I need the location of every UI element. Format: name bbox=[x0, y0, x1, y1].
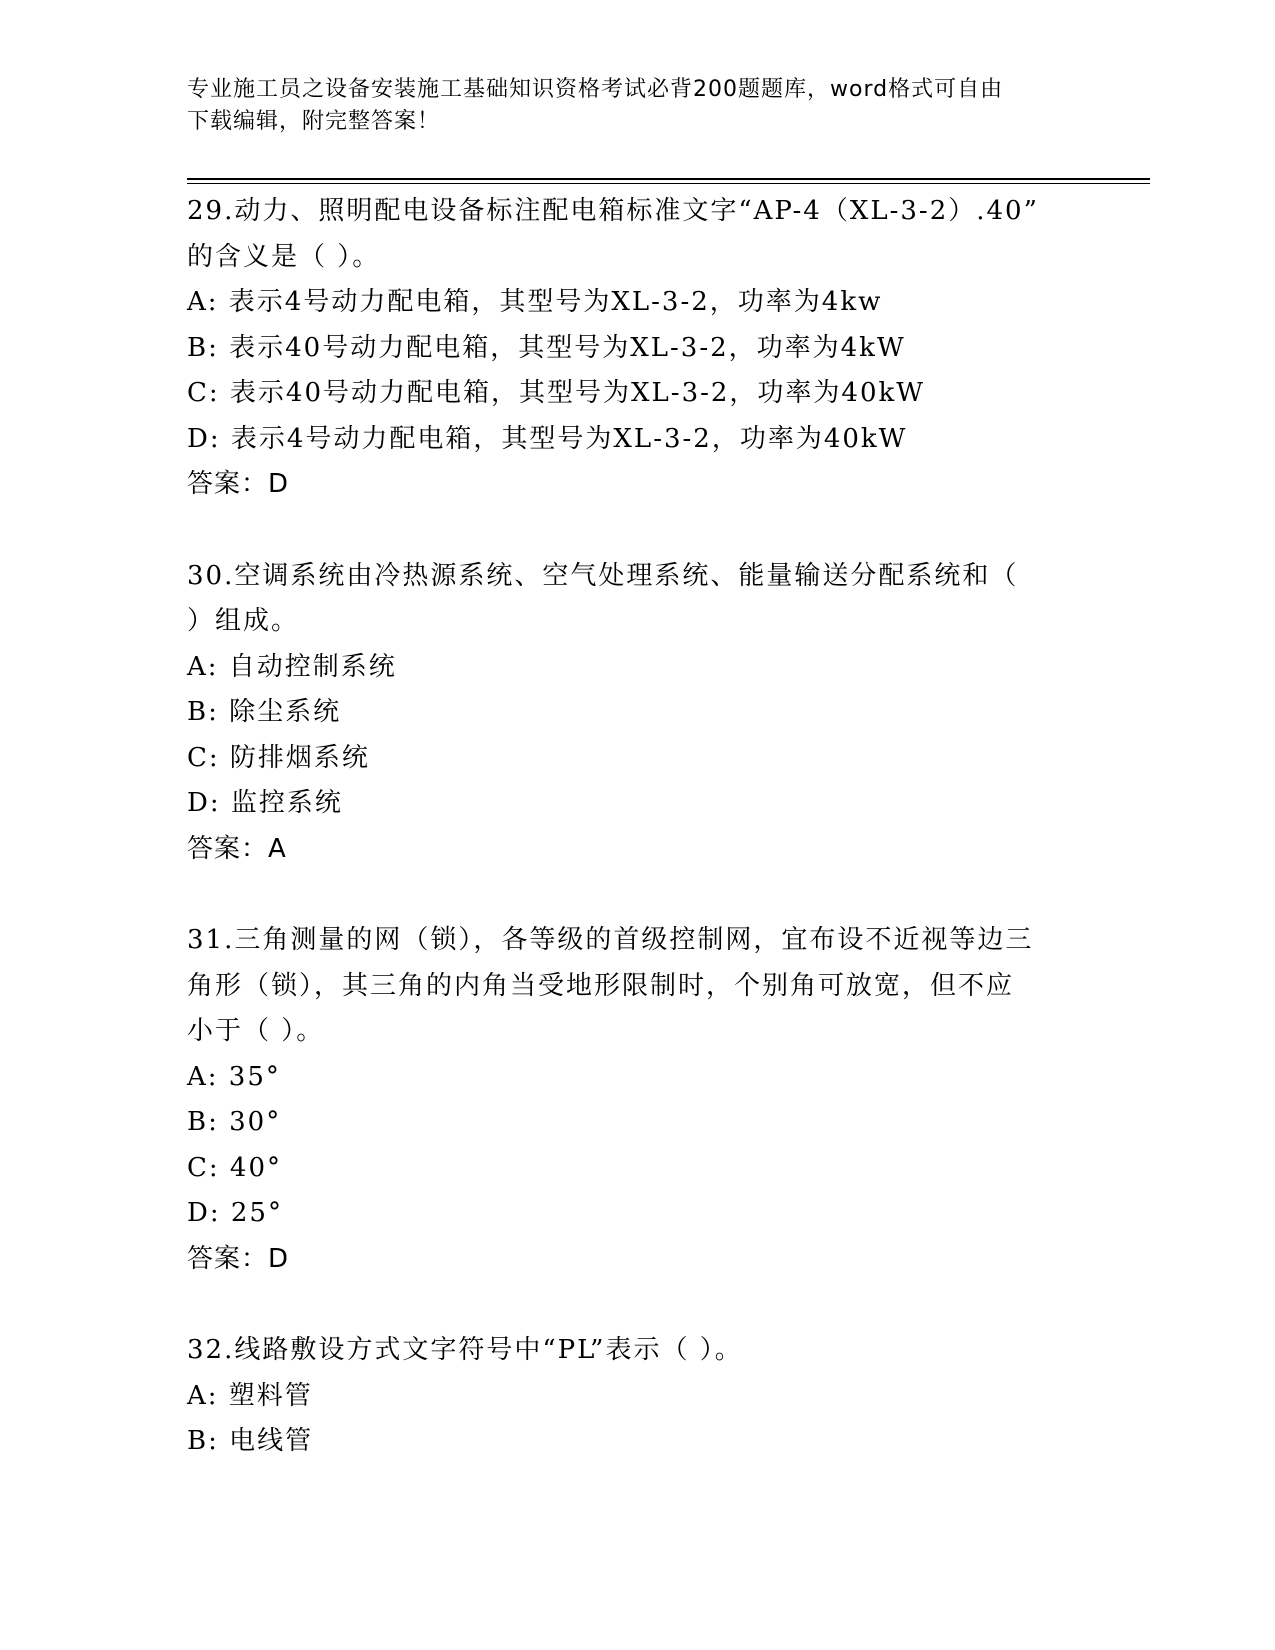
answer-line: 答案：A bbox=[187, 833, 287, 864]
option-c: C: 表示40号动力配电箱，其型号为XL-3-2，功率为40kW bbox=[187, 378, 925, 408]
header-divider-thick bbox=[187, 178, 1150, 180]
option-b: B: 表示40号动力配电箱，其型号为XL-3-2，功率为4kW bbox=[187, 332, 906, 363]
option-a: A: 自动控制系统 bbox=[187, 651, 397, 682]
stem-line: 32.线路敷设方式文字符号中“PL”表示（ ）。 bbox=[187, 1335, 743, 1365]
stem-line: 30.空调系统由冷热源系统、空气处理系统、能量输送分配系统和（ bbox=[187, 560, 1019, 591]
option-b: B: 除尘系统 bbox=[187, 697, 342, 727]
stem-line: 角形（锁），其三角的内角当受地形限制时，个别角可放宽，但不应 bbox=[187, 970, 1015, 1001]
option-d: D: 表示4号动力配电箱，其型号为XL-3-2，功率为40kW bbox=[187, 423, 908, 454]
question-stem bbox=[187, 1328, 1087, 1374]
question-spacer bbox=[187, 508, 1087, 554]
option-d: D: 25° bbox=[187, 1198, 283, 1228]
answer-line: 答案：D bbox=[187, 469, 290, 499]
option-d: D: 监控系统 bbox=[187, 788, 343, 818]
document-header bbox=[187, 74, 1067, 138]
header-line-1: 专业施工员之设备安装施工基础知识资格考试必背200题题库，word格式可自由 bbox=[187, 77, 1004, 102]
question-list bbox=[187, 189, 1087, 1465]
option-b: B: 30° bbox=[187, 1107, 282, 1137]
stem-line: 小于（ ）。 bbox=[187, 1016, 325, 1046]
question-32 bbox=[187, 1328, 1087, 1465]
option-b: B: 电线管 bbox=[187, 1426, 314, 1456]
option-a: A: 表示4号动力配电箱，其型号为XL-3-2，功率为4kw bbox=[187, 287, 883, 317]
option-c: C: 防排烟系统 bbox=[187, 742, 370, 773]
header-line-2: 下载编辑，附完整答案！ bbox=[187, 109, 441, 134]
question-spacer bbox=[187, 872, 1087, 918]
stem-line: 的含义是（ ）。 bbox=[187, 241, 381, 272]
question-30 bbox=[187, 554, 1087, 873]
stem-line: ）组成。 bbox=[187, 606, 300, 636]
stem-line: 29.动力、照明配电设备标注配电箱标准文字“AP-4（XL-3-2）.40” bbox=[187, 196, 1039, 226]
question-stem bbox=[187, 189, 1087, 280]
option-a: A: 塑料管 bbox=[187, 1380, 313, 1411]
question-31 bbox=[187, 918, 1087, 1282]
header-divider-thin bbox=[187, 183, 1150, 184]
question-stem bbox=[187, 554, 1087, 645]
option-a: A: 35° bbox=[187, 1061, 281, 1092]
question-stem bbox=[187, 918, 1087, 1055]
option-c: C: 40° bbox=[187, 1152, 283, 1183]
question-spacer bbox=[187, 1282, 1087, 1328]
stem-line: 31.三角测量的网（锁），各等级的首级控制网，宜布设不近视等边三 bbox=[187, 925, 1034, 955]
question-29 bbox=[187, 189, 1087, 508]
answer-line: 答案：D bbox=[187, 1243, 290, 1274]
